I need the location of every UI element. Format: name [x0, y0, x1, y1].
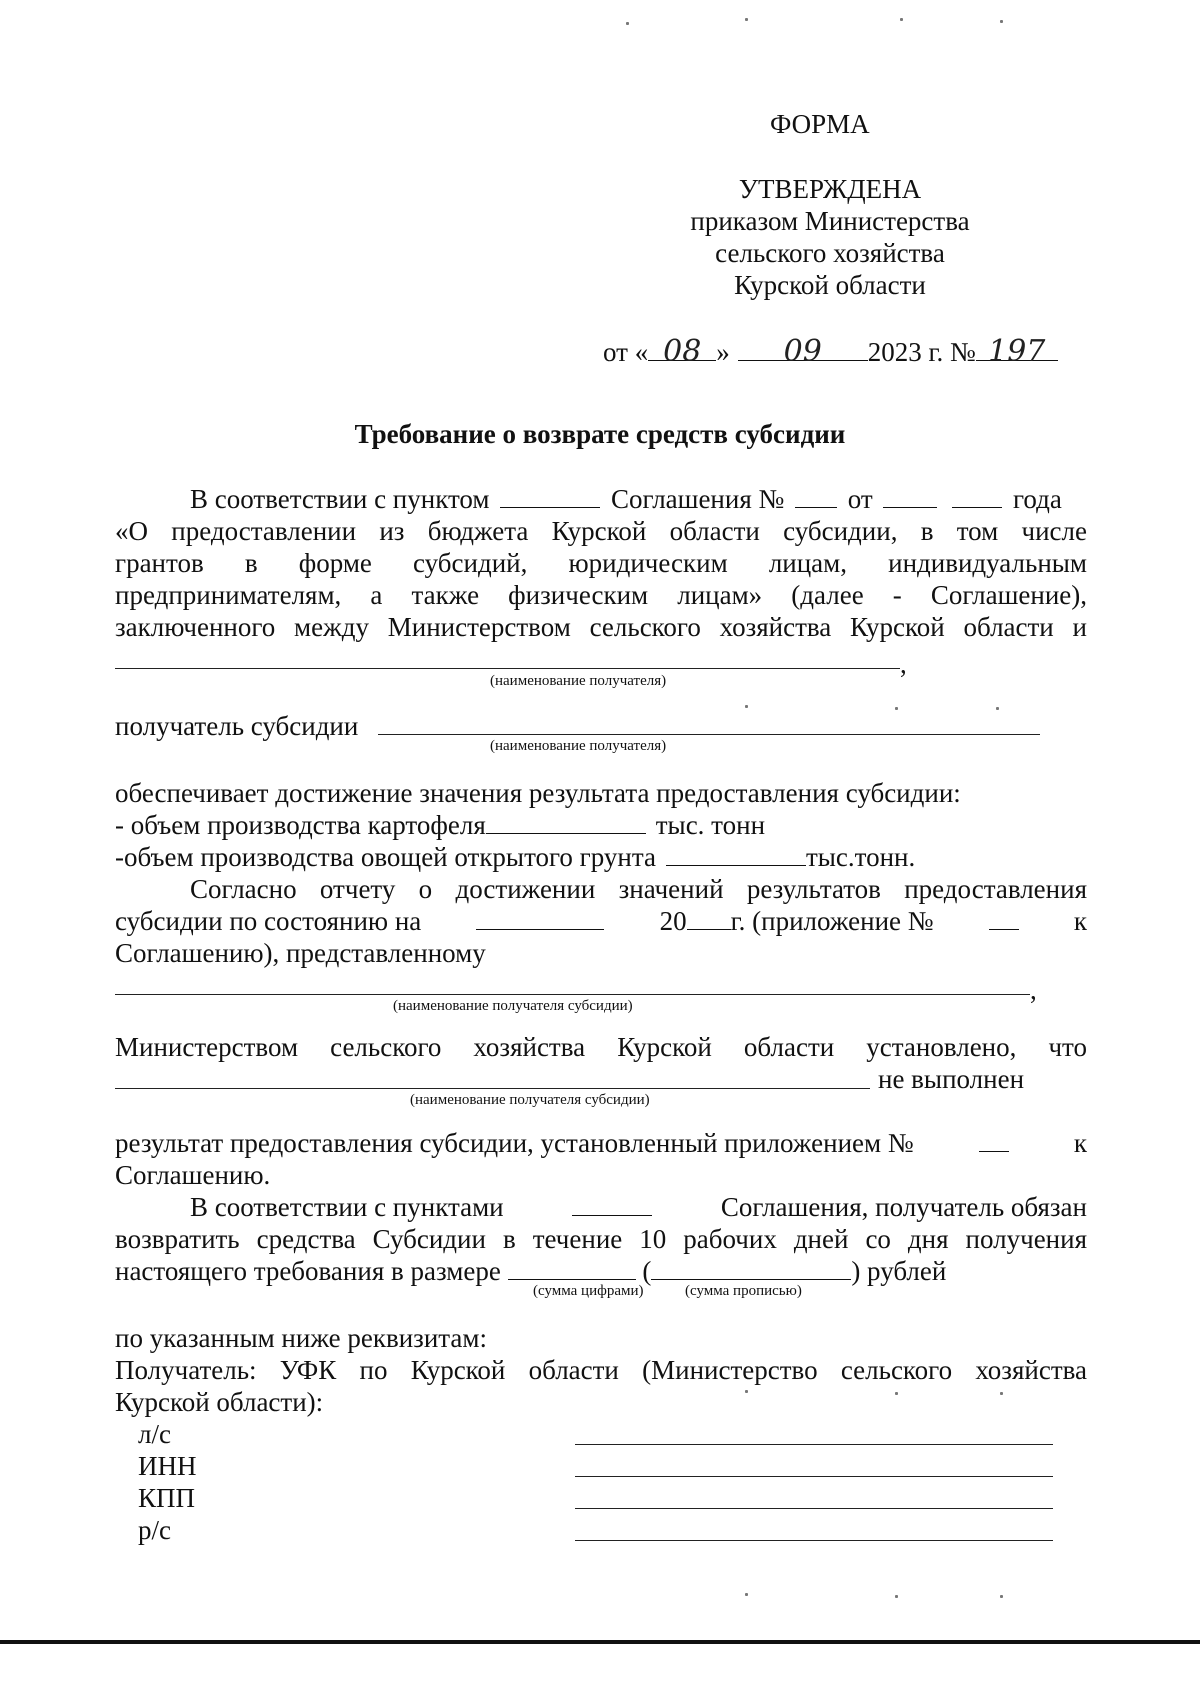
vegetables-value-field [666, 841, 806, 866]
payee-line-2: Курской области): [115, 1387, 324, 1417]
scan-speck [900, 18, 903, 21]
amount-digits-field [508, 1255, 636, 1280]
field-line-inn [575, 1476, 1053, 1477]
para3-line4: Соглашению. [115, 1160, 271, 1190]
para3-text-b: к [1073, 1128, 1087, 1158]
paren-open: ( [642, 1256, 652, 1286]
para2-text-c: г. (приложение № [730, 906, 934, 936]
approved-label: УТВЕРЖДЕНА [738, 174, 922, 204]
appendix-number-field-2 [979, 1127, 1009, 1152]
date-month-handwritten: 09 [783, 334, 822, 369]
caption-recipient-2: (наименование получателя) [490, 738, 667, 754]
para1-line2: «О предоставлении из бюджета Курской области субсидии, в том числе [115, 516, 1087, 546]
scan-speck [895, 1595, 898, 1598]
potato-label: - объем производства картофеля [115, 810, 486, 840]
report-date-field [476, 905, 604, 930]
scan-speck [745, 18, 748, 21]
payee-line-1: Получатель: УФК по Курской области (Министерство сельского хозяйства [115, 1355, 1087, 1385]
requisites-intro: по указанным ниже реквизитам: [115, 1323, 487, 1353]
order-line-2: сельского хозяйства [715, 238, 945, 268]
recipient-comma: , [900, 649, 907, 679]
para2-comma: , [1030, 975, 1037, 1005]
field-label-kpp: КПП [138, 1483, 196, 1513]
para3-line3 [115, 1127, 1087, 1159]
field-label-inn: ИНН [138, 1451, 197, 1481]
order-line-1: приказом Министерства [690, 206, 970, 236]
caption-amount-words: (сумма прописью) [685, 1283, 802, 1299]
field-line-kpp [575, 1508, 1053, 1509]
form-label: ФОРМА [770, 109, 870, 139]
para4-line1 [190, 1191, 1087, 1223]
caption-recipient-4: (наименование получателя субсидии) [410, 1092, 650, 1108]
result-intro: обеспечивает достижение значения результата предоставления субсидии: [115, 778, 961, 808]
field-line-rs [575, 1540, 1053, 1541]
vegetables-line [115, 841, 915, 873]
caption-amount-digits: (сумма цифрами) [533, 1283, 644, 1299]
para4-line3 [115, 1255, 946, 1287]
recipient-name-line-1 [115, 668, 900, 669]
para2-line3: Соглашению), представленному [115, 938, 486, 968]
document-title: Требование о возврате средств субсидии [354, 419, 846, 449]
para2-line1: Согласно отчету о достижении значений результатов предоставления [190, 874, 1087, 904]
para1-text-d: года [1012, 484, 1062, 514]
scan-speck [1000, 1392, 1003, 1395]
scan-speck [745, 1390, 748, 1393]
para1-line5: заключенного между Министерством сельского хозяйства Курской области и [115, 612, 1087, 642]
vegetables-label: -объем производства овощей открытого грунта [115, 842, 656, 872]
scan-speck [1000, 1595, 1003, 1598]
clauses-field [572, 1191, 652, 1216]
para1-line3: грантов в форме субсидий, юридическим лицам, индивидуальным [115, 548, 1087, 578]
recipient-name-line-4 [115, 1088, 870, 1089]
date-quote-close: » [716, 337, 730, 367]
para3-text-a: результат предоставления субсидии, установленный приложением № [115, 1128, 914, 1158]
para4-text-b: Соглашения, получатель обязан [720, 1192, 1087, 1222]
not-fulfilled-text: не выполнен [878, 1064, 1025, 1094]
scan-speck [626, 22, 629, 25]
date-year-label: 2023 г. № [867, 337, 976, 367]
agreement-number-field [795, 483, 837, 508]
field-label-rs: р/с [138, 1515, 171, 1545]
amount-words-field [651, 1255, 851, 1280]
report-year-prefix: 20 [659, 906, 687, 936]
recipient-name-line-2 [378, 734, 1040, 735]
appendix-number-field [989, 905, 1019, 930]
clause-number-field [500, 483, 600, 508]
caption-recipient-1: (наименование получателя) [490, 673, 667, 689]
potato-line [115, 809, 765, 841]
page-bottom-border [0, 1640, 1200, 1644]
order-line-3: Курской области [734, 270, 926, 300]
report-year-field [687, 905, 731, 930]
date-day-field [648, 334, 716, 369]
scan-speck [996, 707, 999, 710]
potato-unit: тыс. тонн [655, 810, 766, 840]
para2-text-d: к [1073, 906, 1087, 936]
para1-text-b: Соглашения № [610, 484, 785, 514]
para4-text-a: В соответствии с пунктами [190, 1192, 504, 1222]
para1-line4: предпринимателям, а также физическим лицам» (далее - Соглашение), [115, 580, 1087, 610]
vegetables-unit: тыс.тонн. [805, 842, 916, 872]
potato-value-field [486, 809, 646, 834]
agreement-year-field [952, 483, 1002, 508]
scan-speck [895, 1392, 898, 1395]
report-year [660, 905, 934, 937]
para1-text-c: от [847, 484, 873, 514]
scan-speck [895, 707, 898, 710]
recipient-name-line-3 [115, 994, 1030, 995]
para4-line2: возвратить средства Субсидии в течение 10 рабочих дней со дня получения [115, 1224, 1087, 1254]
date-day-handwritten: 08 [663, 334, 702, 369]
order-date-line [603, 336, 1058, 368]
order-number-field [976, 334, 1058, 369]
order-number-handwritten: 197 [988, 334, 1046, 369]
rubles-text: ) рублей [851, 1256, 947, 1286]
para3-line1: Министерством сельского хозяйства Курской области установлено, что [115, 1032, 1087, 1062]
field-label-ls: л/с [138, 1419, 171, 1449]
date-month-field [738, 334, 868, 369]
para1-line1 [190, 483, 1062, 515]
scan-speck [745, 1593, 748, 1596]
para4-text-a3: настоящего требования в размере [115, 1256, 501, 1286]
para2-text-a: субсидии по состоянию на [115, 906, 422, 936]
para1-text-a: В соответствии с пунктом [190, 484, 490, 514]
date-prefix: от « [603, 337, 649, 367]
para2-line2 [115, 905, 1087, 937]
field-line-ls [575, 1444, 1053, 1445]
agreement-date-field [883, 483, 937, 508]
caption-recipient-3: (наименование получателя субсидии) [393, 998, 633, 1014]
scan-speck [745, 705, 748, 708]
recipient-label: получатель субсидии [115, 711, 359, 741]
scan-speck [1000, 20, 1003, 23]
